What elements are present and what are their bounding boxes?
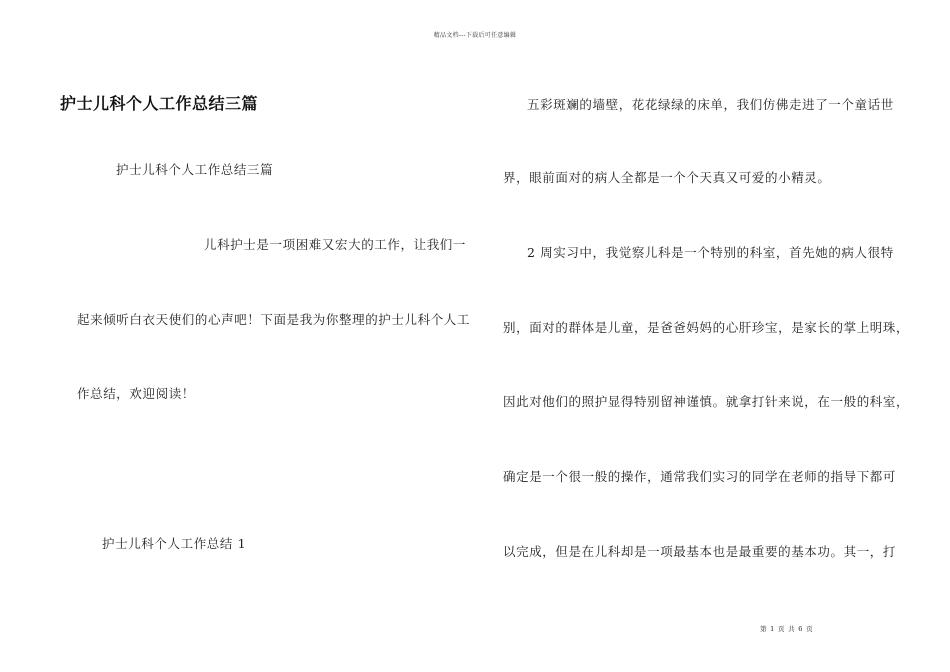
page-number: 第 1 页 共 6 页 [760, 625, 814, 633]
right-line-7: 以完成，但是在儿科却是一项最基本也是最重要的基本功。其一，打 [503, 544, 897, 559]
intro-line-3: 作总结，欢迎阅读！ [77, 386, 195, 401]
page-header: 精品文档---下载后可任意编辑 [433, 32, 517, 39]
right-line-3: 2 周实习中，我觉察儿科是一个特别的科室，首先她的病人很特 [527, 245, 894, 260]
right-line-5: 因此对他们的照护显得特别留神谨慎。就拿打针来说，在一般的科室， [503, 394, 910, 409]
document-title: 护士儿科个人工作总结三篇 [60, 94, 259, 113]
right-line-2: 界，眼前面对的病人全都是一个个天真又可爱的小精灵。 [503, 170, 831, 185]
intro-line-2: 起来倾听白衣天使们的心声吧！下面是我为你整理的护士儿科个人工 [77, 312, 471, 327]
right-line-4: 别，面对的群体是儿童，是爸爸妈妈的心肝珍宝，是家长的掌上明珠， [503, 320, 910, 335]
subtitle: 护士儿科个人工作总结三篇 [116, 162, 274, 177]
right-line-1: 五彩斑斓的墙壁，花花绿绿的床单，我们仿佛走进了一个童话世 [527, 97, 894, 112]
right-line-6: 确定是一个很一般的操作，通常我们实习的同学在老师的指导下都可 [503, 469, 897, 484]
section-heading: 护士儿科个人工作总结 1 [102, 536, 247, 551]
intro-line-1: 儿科护士是一项困难又宏大的工作，让我们一 [204, 237, 467, 252]
